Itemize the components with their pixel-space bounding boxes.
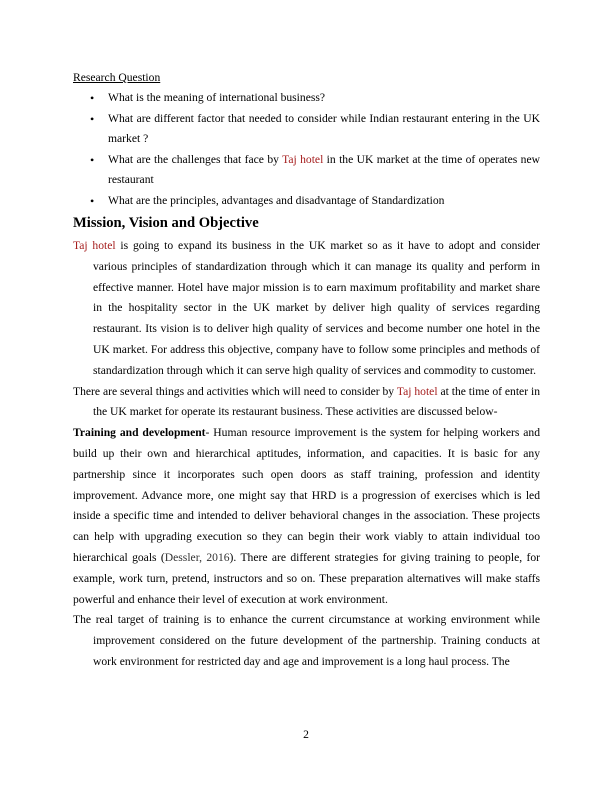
activities-paragraph xyxy=(73,382,540,424)
taj-hotel-highlight: Taj hotel xyxy=(282,152,324,166)
taj-hotel-highlight: Taj hotel xyxy=(396,384,438,398)
paragraph-text: ). There are different strategies for giving training to people, for example, work turn, pretend, instructors and so on. These preparation alternatives will make staffs powerful and enhance their level of execution at work environment. xyxy=(73,550,540,606)
question-text: What are the challenges that face by xyxy=(108,152,283,166)
research-question-item: • What is the meaning of international business? xyxy=(73,88,540,109)
research-question-item: • What are different factor that needed to consider while Indian restaurant entering in the UK market ? xyxy=(73,109,540,150)
taj-hotel-highlight: Taj hotel xyxy=(73,239,116,252)
page-number: 2 xyxy=(303,728,309,741)
research-question-title: Research Question xyxy=(73,71,161,84)
page-content xyxy=(73,68,540,673)
citation: Dessler, 2016 xyxy=(164,550,230,564)
training-paragraph xyxy=(73,423,540,610)
paragraph-text: is going to expand its business in the UK market so as it have to adopt and consider various principles of standardization through which it can manage its quality and perform in effective manner. Hotel have major mission is to earn maximum profitability and market share in the hospitality sector in the UK market by deliver high quality of services regarding restaurant. Its vision is to deliver high quality of services and become number one hotel in the UK market. For address this objective, company have to follow some principles and methods of standardization through which it can serve high quality of services and commodity to customer. xyxy=(93,239,540,377)
mission-paragraph xyxy=(73,236,540,382)
mission-heading: Mission, Vision and Objective xyxy=(73,215,259,231)
paragraph-text: There are several things and activities which will need to consider by xyxy=(73,384,397,398)
research-question-item xyxy=(73,150,540,191)
research-question-item: • What are the principles, advantages and disadvantage of Standardization xyxy=(73,191,540,212)
research-question-list xyxy=(73,88,540,211)
paragraph-text: at the time of enter in the UK market for operate its restaurant business. These activities are discussed below- xyxy=(93,384,540,419)
training-target-paragraph: The real target of training is to enhance the current circumstance at working environment while improvement considered on the future development of the partnership. Training conducts at work environment for restricted day and age and improvement is a long haul process. The xyxy=(73,613,540,668)
paragraph-text: - Human resource improvement is the system for helping workers and build up their own and hierarchical aptitudes, information, and capacities. It is basic for any partnership since it incorporates such open doors as staff training, profession and identity improvement. Advance more, one might say that HRD is a progression of exercises which is led inside a specific time and intended to deliver behavioral changes in the association. These projects can help with upgrading execution so they can begin their work viably to attain individual too hierarchical goals ( xyxy=(73,426,540,564)
training-label: Training and development xyxy=(73,426,206,440)
question-text: in the UK market at the time of operates new restaurant xyxy=(108,152,540,186)
